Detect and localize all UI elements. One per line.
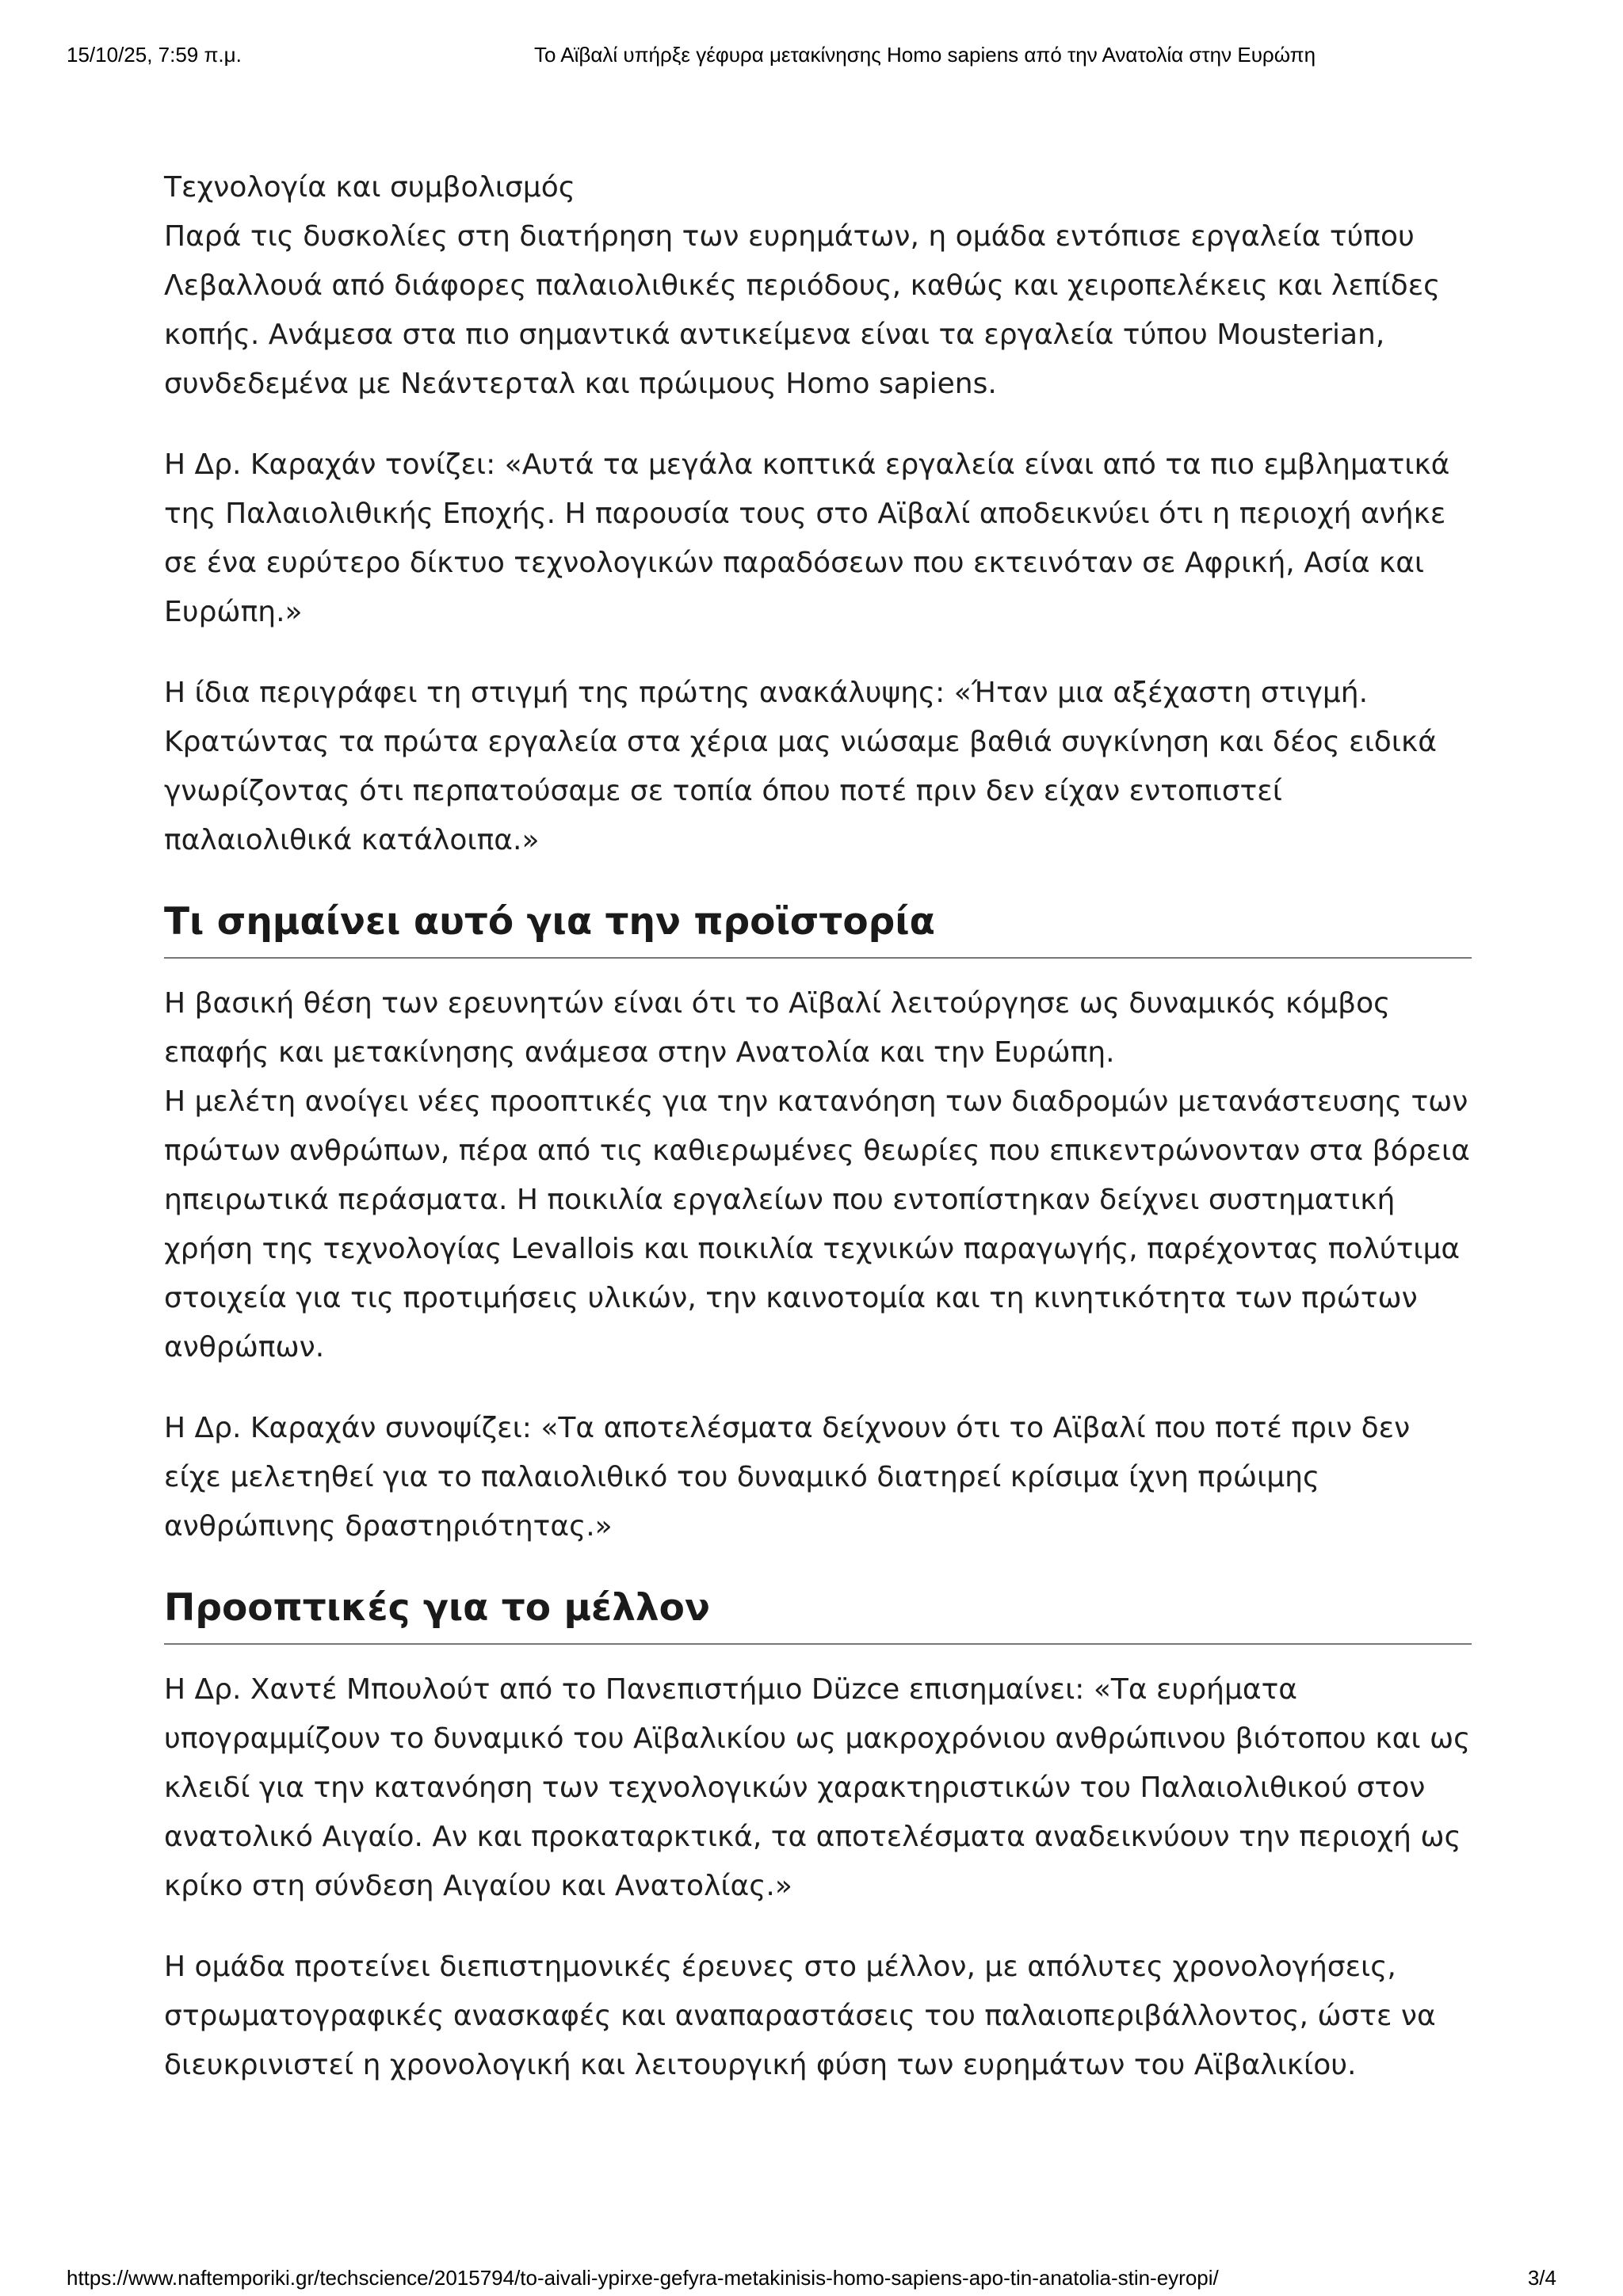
print-footer xyxy=(67,2266,1556,2293)
paragraph: Η μελέτη ανοίγει νέες προοπτικές για την κατανόηση των διαδρομών μετανάστευσης των πρώτων ανθρώπων, πέρα από τις καθιερωμένες θεωρίες που επικεντρώνονταν στα βόρεια ηπειρωτικά περάσματα. Η ποικιλία εργαλείων που εντοπίστηκαν δείχνει συστηματική χρήση της τεχνολογίας Levallois και ποικιλία τεχνικών παραγωγής, παρέχοντας πολύτιμα στοιχεία για τις προτιμήσεις υλικών, την καινοτομία και τη κινητικότητα των πρώτων ανθρώπων. xyxy=(164,1085,1470,1363)
paragraph-block xyxy=(164,1943,1472,2090)
paragraph: Η ίδια περιγράφει τη στιγμή της πρώτης ανακάλυψης: «Ήταν μια αξέχαστη στιγμή. Κρατώντας τα πρώτα εργαλεία στα χέρια μας νιώσαμε βαθιά συγκίνηση και δέος ειδικά γνωρίζοντας ότι περπατούσαμε σε τοπία όπου ποτέ πριν δεν είχαν εντοπιστεί παλαιολιθικά κατάλοιπα.» xyxy=(164,677,1437,856)
paragraph: Η ομάδα προτείνει διεπιστημονικές έρευνες στο μέλλον, με απόλυτες χρονολογήσεις, στρωματογραφικές ανασκαφές και αναπαραστάσεις του παλαιοπεριβάλλοντος, ώστε να διευκρινιστεί η χρονολογική και λειτουργική φύση των ευρημάτων του Αϊβαλικίου. xyxy=(164,1951,1436,2081)
page-number: 3/4 xyxy=(1527,2266,1556,2290)
paragraph: Η βασική θέση των ερευνητών είναι ότι το Αϊβαλί λειτούργησε ως δυναμικός κόμβος επαφής και μετακίνησης ανάμεσα στην Ανατολία και την Ευρώπη. xyxy=(164,987,1391,1069)
paragraph-block xyxy=(164,979,1472,1372)
paragraph: Παρά τις δυσκολίες στη διατήρηση των ευρημάτων, η ομάδα εντόπισε εργαλεία τύπου Λεβαλλουά από διάφορες παλαιολιθικές περιόδους, καθώς και χειροπελέκεις και λεπίδες κοπής. Ανάμεσα στα πιο σημαντικά αντικείμενα είναι τα εργαλεία τύπου Mousterian, συνδεδεμένα με Νεάντερταλ και πρώιμους Homo sapiens. xyxy=(164,220,1441,400)
article-body xyxy=(164,163,1472,2122)
paragraph-block xyxy=(164,669,1472,865)
paragraph: Η Δρ. Καραχάν τονίζει: «Αυτά τα μεγάλα κοπτικά εργαλεία είναι από τα πιο εμβληματικά της Παλαιολιθικής Εποχής. Η παρουσία τους στο Αϊβαλί αποδεικνύει ότι η περιοχή ανήκε σε ένα ευρύτερο δίκτυο τεχνολογικών παραδόσεων που εκτεινόταν σε Αφρική, Ασία και Ευρώπη.» xyxy=(164,448,1450,628)
paragraph-block xyxy=(164,1404,1472,1551)
section-heading-future: Προοπτικές για το μέλλον xyxy=(164,1583,1472,1645)
section-heading-prehistory: Τι σημαίνει αυτό για την προϊστορία xyxy=(164,897,1472,959)
page-url: https://www.naftemporiki.gr/techscience/2015794/to-aivali-ypirxe-gefyra-metakinisis-homo-sapiens-apo-tin-anatolia-stin-eyropi/ xyxy=(67,2266,1219,2290)
paragraph-block xyxy=(164,441,1472,637)
paragraph-block xyxy=(164,1665,1472,1911)
print-date: 15/10/25, 7:59 π.μ. xyxy=(67,43,242,67)
intro-block xyxy=(164,163,1472,409)
subheading-technology: Τεχνολογία και συμβολισμός xyxy=(164,171,575,204)
print-page-title: Το Αϊβαλί υπήρξε γέφυρα μετακίνησης Homo sapiens από την Ανατολία στην Ευρώπη xyxy=(534,43,1316,67)
paragraph: Η Δρ. Χαντέ Μπουλούτ από το Πανεπιστήμιο Düzce επισημαίνει: «Τα ευρήματα υπογραμμίζουν το δυναμικό του Αϊβαλικίου ως μακροχρόνιου ανθρώπινου βιότοπου και ως κλειδί για την κατανόηση των τεχνολογικών χαρακτηριστικών του Παλαιολιθικού στον ανατολικό Αιγαίο. Αν και προκαταρκτικά, τα αποτελέσματα αναδεικνύουν την περιοχή ως κρίκο στη σύνδεση Αιγαίου και Ανατολίας.» xyxy=(164,1673,1471,1902)
paragraph: Η Δρ. Καραχάν συνοψίζει: «Τα αποτελέσματα δείχνουν ότι το Αϊβαλί που ποτέ πριν δεν είχε μελετηθεί για το παλαιολιθικό του δυναμικό διατηρεί κρίσιμα ίχνη πρώιμης ανθρώπινης δραστηριότητας.» xyxy=(164,1412,1411,1543)
print-header xyxy=(67,43,1556,74)
